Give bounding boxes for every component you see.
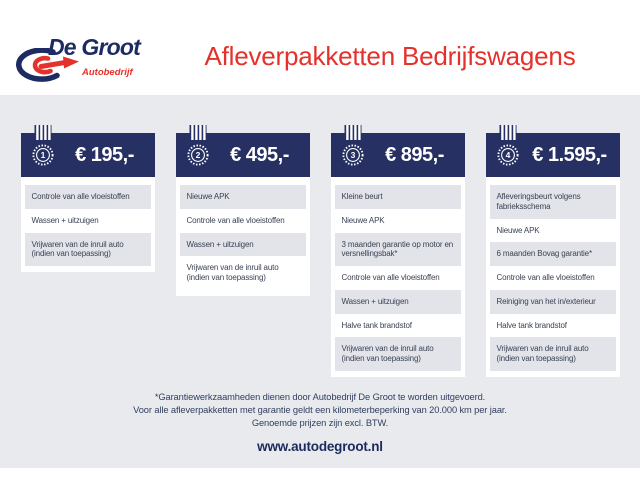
package-item: Reiniging van het in/exterieur (490, 290, 616, 314)
medal-icon (184, 125, 212, 167)
package-price: € 895,- (385, 143, 444, 166)
package-card-header (486, 133, 620, 177)
package-item: Controle van alle vloeistoffen (25, 185, 151, 209)
medal-number: 3 (350, 150, 355, 160)
medal-icon (29, 125, 57, 167)
package-item: Vrijwaren van de inruil auto (indien van toepassing) (25, 233, 151, 267)
package-item: Controle van alle vloeistoffen (180, 209, 306, 233)
package-item: Vrijwaren van de inruil auto (indien van toepassing) (335, 337, 461, 371)
package-card-header (331, 133, 465, 177)
medal-number: 1 (40, 150, 45, 160)
disclaimer-text (0, 391, 640, 431)
medal-icon (339, 125, 367, 167)
package-item: Wassen + uitzuigen (180, 233, 306, 257)
bottom-strip (0, 468, 640, 480)
company-logo (16, 33, 181, 91)
package-item: Nieuwe APK (490, 219, 616, 243)
package-item: Halve tank brandstof (335, 314, 461, 338)
website-link[interactable]: www.autodegroot.nl (257, 439, 383, 455)
package-card (176, 133, 310, 296)
package-card (486, 133, 620, 377)
medal-icon (494, 125, 522, 167)
package-item: Vrijwaren van de inruil auto (indien van toepassing) (180, 256, 306, 290)
package-item: Vrijwaren van de inruil auto (indien van toepassing) (490, 337, 616, 371)
package-item: Controle van alle vloeistoffen (335, 266, 461, 290)
logo-company-name: De Groot (48, 34, 140, 60)
package-items (486, 177, 620, 377)
page-title: Afleverpakketten Bedrijfswagens (204, 41, 576, 71)
package-item: Kleine beurt (335, 185, 461, 209)
logo-subtitle: Autobedrijf (82, 67, 133, 78)
package-item: Wassen + uitzuigen (335, 290, 461, 314)
medal-number: 2 (195, 150, 200, 160)
package-item: Nieuwe APK (335, 209, 461, 233)
package-price: € 1.595,- (532, 143, 607, 166)
disclaimer-line: Voor alle afleverpakketten met garantie geldt een kilometerbeperking van 20.000 km per jaar. (133, 404, 507, 415)
package-item: Nieuwe APK (180, 185, 306, 209)
disclaimer-line: *Garantiewerkzaamheden dienen door Autobedrijf De Groot te worden uitgevoerd. (154, 391, 486, 402)
package-card (331, 133, 465, 377)
medal-number: 4 (505, 150, 510, 160)
package-item: 3 maanden garantie op motor en versnellingsbak* (335, 233, 461, 267)
package-card-header (176, 133, 310, 177)
packages-row (0, 133, 640, 377)
package-item: 6 maanden Bovag garantie* (490, 242, 616, 266)
package-items (21, 177, 155, 272)
content-band (0, 95, 640, 468)
package-price: € 195,- (75, 143, 134, 166)
package-items (331, 177, 465, 377)
page-header (0, 0, 640, 95)
package-items (176, 177, 310, 296)
package-item: Halve tank brandstof (490, 314, 616, 338)
package-price: € 495,- (230, 143, 289, 166)
package-item: Wassen + uitzuigen (25, 209, 151, 233)
disclaimer-line: Genoemde prijzen zijn excl. BTW. (251, 418, 389, 429)
package-item: Afleveringsbeurt volgens fabrieksschema (490, 185, 616, 219)
package-card (21, 133, 155, 272)
package-card-header (21, 133, 155, 177)
package-item: Controle van alle vloeistoffen (490, 266, 616, 290)
